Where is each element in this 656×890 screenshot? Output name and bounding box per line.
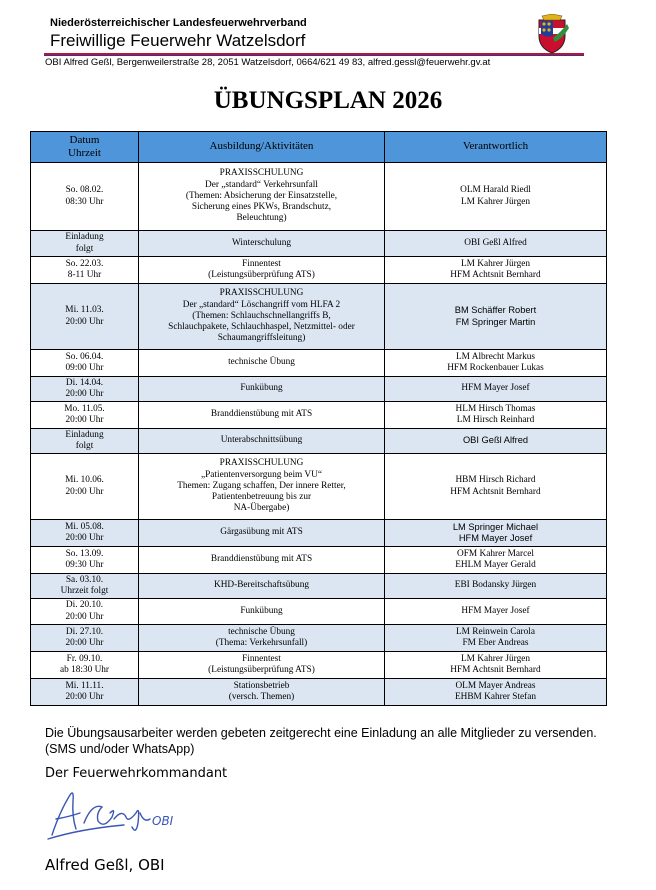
cell-activity-line: (Leistungsüberprüfung ATS) [208,270,315,280]
cell-date-line: Sa. 03.10. [65,574,104,585]
cell-responsible [385,520,607,547]
cell-responsible [385,679,607,706]
cell-date-line: So. 06.04. [65,351,104,362]
cell-activity-line: Stationsbetrieb [233,680,290,691]
cell-activity [139,547,385,574]
cell-activity-line: Gärgasübung mit ATS [220,527,303,538]
cell-date-line: 20:00 Uhr [65,692,104,702]
cell-activity-line: Der „standard“ Löschangriff vom HLFA 2 [182,299,341,310]
signature-image [40,783,190,845]
cell-date-line: Mi. 10.06. [65,475,104,486]
cell-date [31,377,139,402]
cell-activity-line: Schaumangriffsleitung) [217,333,306,344]
table-row [31,350,607,377]
signatory-name: Alfred Geßl, OBI [45,856,165,874]
cell-activity [139,231,385,257]
cell-activity [139,163,385,231]
cell-date-line: Mo. 11.05. [64,403,105,414]
cell-date [31,284,139,350]
cell-date [31,599,139,625]
training-schedule-table [30,131,607,706]
table-row [31,402,607,429]
cell-date [31,547,139,574]
cell-responsible-line: EBI Bodansky Jürgen [454,580,537,591]
cell-activity-line: Der „standard“ Verkehrsunfall [205,179,318,190]
cell-responsible-line: LM Hirsch Reinhard [456,415,535,425]
cell-date-line: So. 22.03. [65,258,104,269]
cell-date-line: 20:00 Uhr [65,533,104,543]
cell-activity [139,679,385,706]
cell-responsible [385,284,607,350]
table-body [31,163,607,706]
cell-activity [139,284,385,350]
column-header-date-line1: Datum [69,133,100,146]
cell-date [31,625,139,652]
contact-address: OBI Alfred Geßl, Bergenweilerstraße 28, 2051 Watzelsdorf, 0664/621 49 83, alfred.gessl@feuerwehr.gv.at [45,57,491,68]
cell-activity-line: Beleuchtung) [236,213,287,224]
commander-label: Der Feuerwehrkommandant [45,766,228,781]
cell-responsible-line: OLM Harald Riedl [460,185,531,196]
cell-date-line: 20:00 Uhr [65,638,104,648]
cell-date-line: Di. 14.04. [65,377,104,388]
signature-strokes [48,793,150,839]
cell-activity [139,454,385,520]
cell-activity-line: Branddienstübung mit ATS [210,409,313,420]
cell-responsible [385,257,607,284]
cell-date-line: 20:00 Uhr [65,389,104,399]
cell-responsible-line: HFM Rockenbauer Lukas [447,363,544,373]
cell-activity-line: Finnentest [242,653,281,664]
cell-responsible-line: LM Kahrer Jürgen [460,653,531,664]
cell-activity-line: Unterabschnittsübung [220,435,303,446]
cell-responsible-line: LM Kahrer Jürgen [460,258,531,269]
cell-responsible-line: HFM Achtsnit Bernhard [450,665,541,675]
fire-brigade-crest-icon [533,14,571,54]
cell-activity [139,377,385,402]
cell-responsible [385,163,607,231]
cell-responsible-line: HBM Hirsch Richard [455,475,536,486]
cell-date [31,257,139,284]
cell-date-line: 20:00 Uhr [65,415,104,425]
table-row [31,520,607,547]
cell-activity-line: PRAXISSCHULUNG [219,168,304,179]
signature-suffix: OBI [152,814,174,828]
cell-date-line: Einladung [65,429,104,440]
cell-responsible-line: FM Springer Martin [455,316,536,327]
cell-activity-line: Winterschulung [231,237,291,248]
table-row [31,599,607,625]
cell-activity-line: Funkübung [240,605,283,616]
cell-date-line: 20:00 Uhr [65,316,104,327]
cell-activity [139,652,385,679]
cell-date [31,429,139,454]
cell-responsible-line: OFM Kahrer Marcel [457,548,534,559]
cell-activity-line: „Patientenversorgung beim VU“ [200,469,322,480]
cell-activity-line: PRAXISSCHULUNG [219,458,304,469]
table-row [31,429,607,454]
cell-activity [139,599,385,625]
cell-activity-line: technische Übung [228,357,295,368]
cell-responsible-line: LM Springer Michael [452,521,539,532]
cell-date-line: Fr. 09.10. [66,653,103,664]
cell-responsible [385,625,607,652]
table-header-row [31,132,607,163]
cell-activity-line: Schlauchpakete, Schlauchhaspel, Netzmittel- oder [168,322,355,333]
cell-activity-line: NA-Übergabe) [233,503,290,514]
cell-activity-line: PRAXISSCHULUNG [219,288,304,299]
table-row [31,257,607,284]
cell-activity-line: Finnentest [242,258,281,269]
cell-responsible-line: BM Schäffer Robert [454,305,537,316]
table-row [31,377,607,402]
cell-date-line: Uhrzeit folgt [60,586,109,596]
cell-responsible-line: HFM Achtsnit Bernhard [450,270,541,280]
cell-responsible-line: HFM Achtsnit Bernhard [450,486,541,497]
header-divider-blue [44,55,584,56]
cell-responsible-line: LM Kahrer Jürgen [460,196,531,207]
footer-note: Die Übungsausarbeiter werden gebeten zeitgerecht eine Einladung an alle Mitglieder zu versenden. (SMS und/oder WhatsApp) [45,726,597,756]
cell-responsible-line: HFM Mayer Josef [461,605,530,616]
page-title: ÜBUNGSPLAN 2026 [213,87,443,114]
cell-activity-line: (versch. Themen) [228,692,295,702]
cell-date-line: Mi. 11.03. [65,305,104,316]
cell-responsible [385,377,607,402]
table-row [31,625,607,652]
column-header-activity: Ausbildung/Aktivitäten [139,132,385,163]
cell-activity [139,625,385,652]
cell-responsible-line: EHLM Mayer Gerald [455,560,536,570]
column-header-date [31,132,139,163]
cell-date [31,679,139,706]
table-row [31,163,607,231]
cell-responsible [385,599,607,625]
cell-activity [139,402,385,429]
cell-date-line: 08:30 Uhr [65,196,104,207]
cell-responsible-line: HFM Mayer Josef [458,533,533,543]
cell-date-line: Einladung [65,232,104,243]
cell-date [31,574,139,599]
cell-responsible [385,652,607,679]
cell-activity-line: Branddienstübung mit ATS [210,554,313,565]
cell-activity-line: technische Übung [228,626,295,637]
cell-activity-line: (Themen: Schlauchschnellangriffs B, [192,310,331,321]
cell-date-line: 8-11 Uhr [67,270,102,280]
cell-responsible-line: OBI Geßl Alfred [462,435,529,446]
cell-activity [139,520,385,547]
table-row [31,284,607,350]
cell-date [31,350,139,377]
cell-date-line: folgt [75,243,94,254]
cell-date-line: Mi. 11.11. [65,680,104,691]
cell-date-line: Di. 20.10. [65,600,104,611]
column-header-responsible: Verantwortlich [385,132,607,163]
cell-date-line: Mi. 05.08. [65,521,104,532]
cell-activity-line: (Thema: Verkehrsunfall) [215,638,308,648]
cell-activity [139,574,385,599]
cell-date-line: 09:30 Uhr [65,560,104,570]
cell-activity-line: (Leistungsüberprüfung ATS) [208,665,315,675]
table-row [31,547,607,574]
cell-date [31,652,139,679]
cell-date-line: folgt [75,441,94,451]
cell-activity-line: KHD-Bereitschaftsübung [213,580,309,591]
cell-responsible-line: HFM Mayer Josef [461,383,530,394]
cell-date [31,231,139,257]
cell-date-line: So. 08.02. [65,185,104,196]
cell-responsible [385,574,607,599]
cell-responsible-line: OBI Geßl Alfred [464,237,527,248]
cell-date-line: 20:00 Uhr [65,486,104,497]
table-row [31,231,607,257]
cell-responsible-line: LM Albrecht Markus [455,351,535,362]
cell-date-line: So. 13.09. [65,548,104,559]
cell-date-line: Di. 27.10. [65,626,104,637]
cell-responsible [385,429,607,454]
cell-date [31,402,139,429]
cell-responsible-line: LM Reinwein Carola [455,626,535,637]
cell-activity-line: Patientenbetreuung bis zur [211,492,312,503]
cell-date-line: 09:00 Uhr [65,363,104,373]
cell-activity-line: (Themen: Absicherung der Einsatzstelle, [185,190,338,201]
cell-responsible-line: OLM Mayer Andreas [455,680,536,691]
table-row [31,652,607,679]
cell-responsible [385,231,607,257]
table-row [31,679,607,706]
cell-responsible [385,350,607,377]
cell-date [31,520,139,547]
cell-activity [139,257,385,284]
cell-responsible-line: EHBM Kahrer Stefan [454,692,537,702]
cell-date-line: ab 18:30 Uhr [59,665,110,675]
cell-date-line: 20:00 Uhr [65,611,104,622]
cell-activity [139,350,385,377]
cell-responsible-line: FM Eber Andreas [462,638,529,648]
cell-responsible [385,547,607,574]
cell-date [31,454,139,520]
cell-responsible [385,402,607,429]
cell-responsible [385,454,607,520]
unit-name: Freiwillige Feuerwehr Watzelsdorf [50,31,306,50]
table-row [31,574,607,599]
cell-activity [139,429,385,454]
organization-name: Niederösterreichischer Landesfeuerwehrverband [50,17,307,29]
cell-date [31,163,139,231]
cell-activity-line: Themen: Zugang schaffen, Der innere Retter, [177,480,346,491]
table-row [31,454,607,520]
column-header-date-line2: Uhrzeit [68,147,101,159]
cell-activity-line: Sicherung eines PKWs, Brandschutz, [191,202,332,213]
cell-responsible-line: HLM Hirsch Thomas [455,403,536,414]
cell-activity-line: Funkübung [240,383,283,394]
